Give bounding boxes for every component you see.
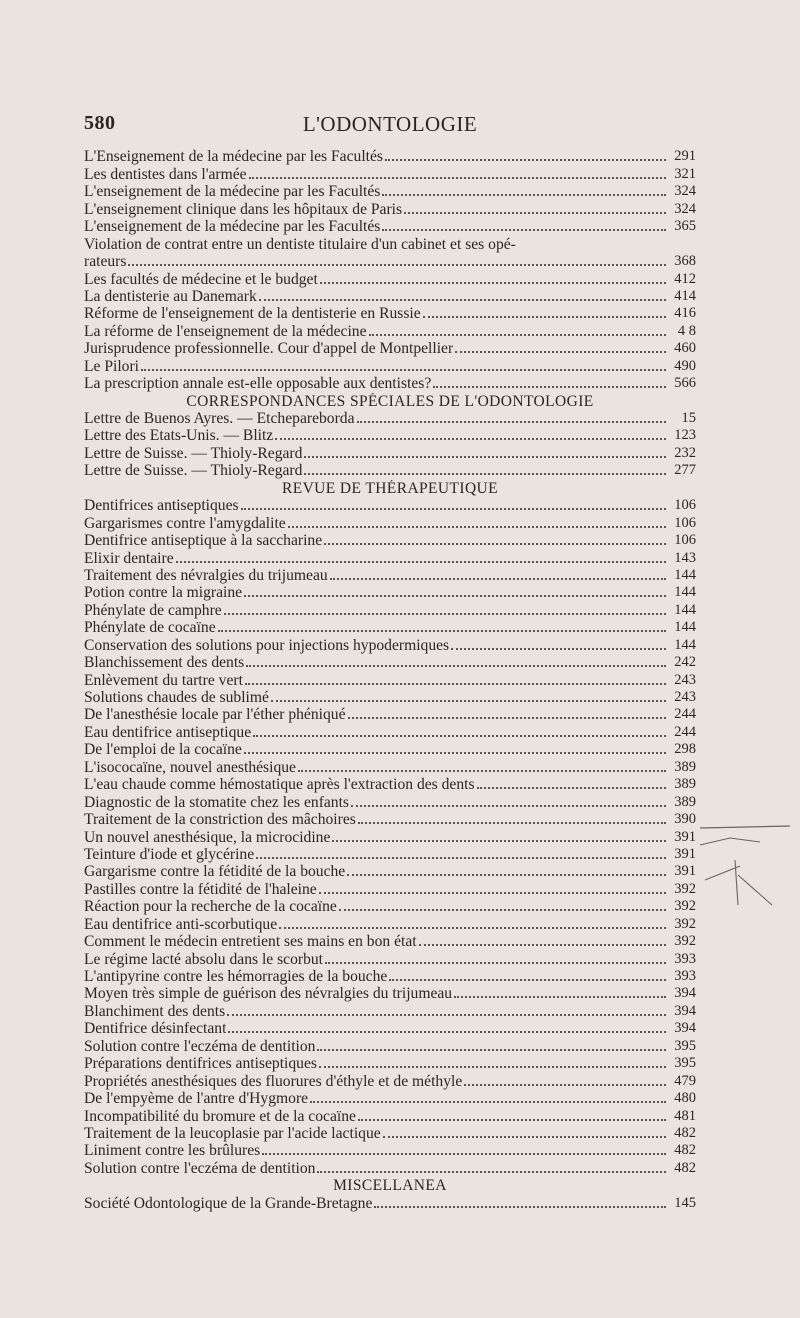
dot-leader bbox=[339, 909, 666, 911]
toc-entry-page: 365 bbox=[674, 218, 696, 235]
toc-entry-title: Propriétés anesthésiques des fluorures d'éthyle et de méthyle bbox=[84, 1072, 463, 1090]
toc-entry-title: Traitement de la leucoplasie par l'acide lactique bbox=[84, 1124, 381, 1142]
dot-leader bbox=[454, 996, 666, 998]
toc-entry-title: Réforme de l'enseignement de la dentisterie en Russie bbox=[84, 305, 421, 323]
toc-entry bbox=[84, 235, 696, 252]
toc-entry bbox=[84, 933, 696, 950]
dot-leader bbox=[358, 1119, 666, 1121]
toc-entry-title: La prescription annale est-elle opposable aux dentistes? bbox=[84, 375, 432, 393]
dot-leader bbox=[423, 316, 666, 318]
dot-leader bbox=[369, 334, 667, 336]
toc-entry-title: L'eau chaude comme hémostatique après l'extraction des dents bbox=[84, 776, 475, 794]
toc-entry bbox=[84, 1194, 696, 1211]
toc-entry-title: Phénylate de camphre bbox=[84, 601, 222, 619]
toc-entry bbox=[84, 1020, 696, 1037]
toc-entry bbox=[84, 1055, 696, 1072]
toc-entry-page: 390 bbox=[674, 811, 696, 828]
dot-leader bbox=[330, 578, 666, 580]
toc-entry-page: 144 bbox=[674, 566, 696, 583]
toc-entry-page: 389 bbox=[674, 793, 696, 810]
toc-entry bbox=[84, 1002, 696, 1019]
toc-entry bbox=[84, 880, 696, 897]
toc-entry-page: 232 bbox=[674, 444, 696, 461]
toc-entry-title: L'enseignement clinique dans les hôpitaux de Paris bbox=[84, 200, 403, 218]
toc-entry bbox=[84, 828, 696, 845]
toc-entry bbox=[84, 1159, 696, 1176]
dot-leader bbox=[382, 194, 666, 196]
table-of-contents bbox=[84, 148, 696, 1212]
dot-leader bbox=[298, 770, 666, 772]
dot-leader bbox=[317, 1049, 666, 1051]
toc-entry-title: Elixir dentaire bbox=[84, 549, 174, 567]
toc-entry-page: 106 bbox=[674, 497, 696, 514]
dot-leader bbox=[319, 1066, 666, 1068]
toc-entry bbox=[84, 514, 696, 531]
toc-entry bbox=[84, 758, 696, 775]
toc-entry-page: 144 bbox=[674, 601, 696, 618]
toc-entry-title: Réaction pour la recherche de la cocaïne bbox=[84, 898, 337, 916]
toc-entry-title: Eau dentifrice anti-scorbutique bbox=[84, 915, 278, 933]
toc-entry-page: 144 bbox=[674, 636, 696, 653]
toc-entry bbox=[84, 1142, 696, 1159]
dot-leader bbox=[324, 543, 666, 545]
toc-entry bbox=[84, 601, 696, 618]
toc-entry-title: Eau dentifrice antiseptique bbox=[84, 723, 252, 741]
toc-entry-page: 480 bbox=[674, 1090, 696, 1107]
toc-entry-page: 394 bbox=[674, 1020, 696, 1037]
dot-leader bbox=[451, 648, 666, 650]
toc-entry-page: 482 bbox=[674, 1124, 696, 1141]
toc-entry-page: 394 bbox=[674, 985, 696, 1002]
dot-leader bbox=[245, 683, 666, 685]
toc-entry-page: 144 bbox=[674, 619, 696, 636]
toc-entry-page: 298 bbox=[674, 741, 696, 758]
dot-leader bbox=[319, 892, 666, 894]
toc-entry-title: De l'anesthésie locale par l'éther phéniqué bbox=[84, 706, 346, 724]
toc-entry bbox=[84, 253, 696, 270]
toc-entry-title: Dentifrice antiseptique à la saccharine bbox=[84, 532, 323, 550]
dot-leader bbox=[464, 1084, 666, 1086]
toc-entry-page: 244 bbox=[674, 706, 696, 723]
dot-leader bbox=[317, 1171, 666, 1173]
toc-entry bbox=[84, 1107, 696, 1124]
toc-entry-page: 392 bbox=[674, 898, 696, 915]
toc-entry bbox=[84, 898, 696, 915]
toc-entry-title: Lettre des Etats-Unis. — Blitz bbox=[84, 427, 274, 445]
toc-entry-page: 481 bbox=[674, 1107, 696, 1124]
section-heading-text: REVUE DE THÉRAPEUTIQUE bbox=[281, 479, 499, 497]
toc-entry-page: 414 bbox=[674, 287, 696, 304]
toc-entry bbox=[84, 706, 696, 723]
toc-entry-title: L'enseignement de la médecine par les Facultés bbox=[84, 183, 381, 201]
toc-entry bbox=[84, 357, 696, 374]
toc-entry bbox=[84, 1125, 696, 1142]
toc-entry-page: 324 bbox=[674, 183, 696, 200]
dot-leader bbox=[325, 962, 666, 964]
toc-entry-page: 395 bbox=[674, 1055, 696, 1072]
toc-entry-title: Violation de contrat entre un dentiste titulaire d'un cabinet et ses opé- bbox=[84, 235, 516, 253]
toc-entry bbox=[84, 968, 696, 985]
dot-leader bbox=[304, 473, 666, 475]
toc-entry bbox=[84, 846, 696, 863]
toc-entry bbox=[84, 671, 696, 688]
toc-entry bbox=[84, 165, 696, 182]
dot-leader bbox=[275, 438, 666, 440]
dot-leader bbox=[227, 1014, 666, 1016]
dot-leader bbox=[433, 386, 666, 388]
dot-leader bbox=[218, 630, 666, 632]
toc-entry-page: 143 bbox=[674, 549, 696, 566]
toc-entry-title: Gargarisme contre la fétidité de la bouche bbox=[84, 863, 346, 881]
dot-leader bbox=[404, 212, 666, 214]
toc-entry-title: Comment le médecin entretient ses mains en bon état bbox=[84, 933, 417, 951]
toc-entry-page: 15 bbox=[681, 410, 696, 426]
toc-entry-title: Le Pilori bbox=[84, 357, 140, 375]
toc-entry-title: Lettre de Suisse. — Thioly-Regard bbox=[84, 462, 303, 480]
toc-entry-title: Lettre de Suisse. — Thioly-Regard bbox=[84, 444, 303, 462]
toc-entry-title: Solution contre l'eczéma de dentition bbox=[84, 1159, 316, 1177]
toc-entry-page: 145 bbox=[674, 1194, 696, 1211]
toc-entry bbox=[84, 200, 696, 217]
toc-entry-title: Phénylate de cocaïne bbox=[84, 619, 216, 637]
page-number: 580 bbox=[84, 112, 116, 134]
toc-entry bbox=[84, 410, 696, 427]
toc-entry bbox=[84, 793, 696, 810]
toc-entry bbox=[84, 776, 696, 793]
toc-entry-title: La réforme de l'enseignement de la médecine bbox=[84, 322, 367, 340]
toc-entry-title: Conservation des solutions pour injections hypodermiques bbox=[84, 636, 450, 654]
dot-leader bbox=[271, 700, 666, 702]
toc-entry bbox=[84, 723, 696, 740]
toc-entry-title: Enlèvement du tartre vert bbox=[84, 671, 243, 689]
toc-entry bbox=[84, 270, 696, 287]
toc-entry bbox=[84, 584, 696, 601]
dot-leader bbox=[228, 1031, 666, 1033]
dot-leader bbox=[347, 874, 666, 876]
dot-leader bbox=[288, 526, 666, 528]
toc-entry bbox=[84, 549, 696, 566]
dot-leader bbox=[374, 1206, 666, 1208]
toc-entry bbox=[84, 375, 696, 392]
toc-entry-title: Diagnostic de la stomatite chez les enfants bbox=[84, 793, 350, 811]
toc-entry bbox=[84, 619, 696, 636]
dot-leader bbox=[259, 299, 666, 301]
section-heading bbox=[84, 1177, 696, 1194]
toc-entry-page: 391 bbox=[674, 845, 696, 862]
dot-leader bbox=[244, 595, 666, 597]
toc-entry bbox=[84, 183, 696, 200]
toc-entry-page: 393 bbox=[674, 950, 696, 967]
toc-entry-page: 144 bbox=[674, 584, 696, 601]
toc-entry-page: 321 bbox=[674, 165, 696, 182]
dot-leader bbox=[320, 282, 666, 284]
dot-leader bbox=[383, 1136, 666, 1138]
toc-entry bbox=[84, 305, 696, 322]
toc-entry bbox=[84, 636, 696, 653]
toc-entry-title: Dentifrice désinfectant bbox=[84, 1020, 227, 1038]
toc-entry-title: Moyen très simple de guérison des névralgies du trijumeau bbox=[84, 985, 453, 1003]
dot-leader bbox=[141, 369, 666, 371]
toc-entry-title: Pastilles contre la fétidité de l'haleine bbox=[84, 880, 317, 898]
dot-leader bbox=[357, 421, 667, 423]
toc-entry-page: 244 bbox=[674, 723, 696, 740]
toc-entry bbox=[84, 654, 696, 671]
toc-entry-title: Incompatibilité du bromure et de la cocaïne bbox=[84, 1107, 356, 1125]
dot-leader bbox=[279, 927, 666, 929]
toc-entry-title: Potion contre la migraine bbox=[84, 584, 243, 602]
toc-entry-title: Préparations dentifrices antiseptiques bbox=[84, 1055, 317, 1073]
toc-entry bbox=[84, 497, 696, 514]
toc-entry-title: Les facultés de médecine et le budget bbox=[84, 270, 318, 288]
dot-leader bbox=[351, 805, 666, 807]
toc-entry-page: 389 bbox=[674, 758, 696, 775]
toc-entry-title: Gargarismes contre l'amygdalite bbox=[84, 514, 286, 532]
toc-entry-title: L'enseignement de la médecine par les Facultés bbox=[84, 218, 381, 236]
toc-entry-page: 106 bbox=[674, 532, 696, 549]
dot-leader bbox=[256, 857, 666, 859]
toc-entry-page: 324 bbox=[674, 200, 696, 217]
toc-entry-title: Les dentistes dans l'armée bbox=[84, 165, 247, 183]
toc-entry bbox=[84, 1090, 696, 1107]
toc-entry bbox=[84, 532, 696, 549]
section-heading bbox=[84, 392, 696, 409]
toc-entry-title: Liniment contre les brûlures bbox=[84, 1142, 261, 1160]
toc-entry-title: Jurisprudence professionnelle. Cour d'appel de Montpellier bbox=[84, 340, 454, 358]
toc-entry bbox=[84, 741, 696, 758]
toc-entry-title: Solutions chaudes de sublimé bbox=[84, 689, 269, 706]
dot-leader bbox=[249, 177, 666, 179]
toc-entry-page: 242 bbox=[674, 654, 696, 671]
page-header bbox=[84, 112, 696, 142]
toc-entry-page: 394 bbox=[674, 1002, 696, 1019]
running-title: L'ODONTOLOGIE bbox=[302, 112, 478, 136]
toc-entry-page: 368 bbox=[674, 253, 696, 270]
toc-entry-title: Un nouvel anesthésique, la microcidine bbox=[84, 828, 331, 846]
toc-entry bbox=[84, 218, 696, 235]
toc-entry bbox=[84, 340, 696, 357]
toc-entry-title: La dentisterie au Danemark bbox=[84, 287, 257, 305]
toc-entry-page: 412 bbox=[674, 270, 696, 287]
toc-entry-page: 392 bbox=[674, 880, 696, 897]
toc-entry-page: 392 bbox=[674, 915, 696, 932]
toc-entry-page: 243 bbox=[674, 689, 696, 705]
section-heading-text: CORRESPONDANCES SPÉCIALES DE L'ODONTOLOGIE bbox=[186, 392, 594, 410]
dot-leader bbox=[128, 264, 666, 266]
dot-leader bbox=[358, 822, 666, 824]
toc-entry-page: 243 bbox=[674, 671, 696, 688]
toc-entry-page: 460 bbox=[674, 340, 696, 357]
toc-entry-page: 391 bbox=[674, 863, 696, 880]
dot-leader bbox=[224, 613, 666, 615]
toc-entry-title: Le régime lacté absolu dans le scorbut bbox=[84, 950, 324, 968]
dot-leader bbox=[477, 787, 666, 789]
toc-entry-title: Traitement des névralgies du trijumeau bbox=[84, 566, 328, 584]
dot-leader bbox=[246, 665, 666, 667]
toc-entry-page: 389 bbox=[674, 776, 696, 793]
toc-entry-page: 479 bbox=[674, 1072, 696, 1089]
section-heading-text: MISCELLANEA bbox=[333, 1177, 447, 1195]
toc-entry-title: De l'emploi de la cocaïne bbox=[84, 741, 242, 759]
toc-entry bbox=[84, 1072, 696, 1089]
toc-entry-title: Dentifrices antiseptiques bbox=[84, 497, 239, 515]
toc-entry-title: Solution contre l'eczéma de dentition bbox=[84, 1037, 316, 1055]
dot-leader bbox=[332, 840, 666, 842]
toc-entry-title: De l'empyème de l'antre d'Hygmore bbox=[84, 1090, 309, 1108]
toc-entry-page: 4 8 bbox=[677, 322, 696, 339]
dot-leader bbox=[241, 508, 666, 510]
dot-leader bbox=[304, 456, 666, 458]
toc-entry bbox=[84, 288, 696, 305]
toc-entry bbox=[84, 322, 696, 339]
toc-entry-page: 395 bbox=[674, 1037, 696, 1054]
toc-entry bbox=[84, 462, 696, 479]
toc-entry bbox=[84, 1037, 696, 1054]
toc-entry-title: rateurs bbox=[84, 253, 127, 271]
toc-entry bbox=[84, 985, 696, 1002]
toc-entry-title: L'Enseignement de la médecine par les Facultés bbox=[84, 148, 383, 166]
toc-entry-title: Blanchiment des dents bbox=[84, 1002, 226, 1020]
toc-entry-page: 291 bbox=[674, 148, 696, 165]
dot-leader bbox=[244, 752, 666, 754]
toc-entry-page: 392 bbox=[674, 933, 696, 950]
toc-entry bbox=[84, 863, 696, 880]
toc-entry-title: Lettre de Buenos Ayres. — Etcheparebordа bbox=[84, 410, 355, 427]
toc-entry-page: 106 bbox=[674, 514, 696, 531]
toc-entry-page: 482 bbox=[674, 1159, 696, 1176]
toc-entry-title: L'antipyrine contre les hémorragies de la bouche bbox=[84, 968, 388, 985]
toc-entry-page: 393 bbox=[674, 968, 696, 984]
dot-leader bbox=[262, 1153, 666, 1155]
toc-entry-page: 566 bbox=[674, 375, 696, 392]
dot-leader bbox=[385, 159, 666, 161]
toc-entry bbox=[84, 567, 696, 584]
dot-leader bbox=[253, 735, 666, 737]
dot-leader bbox=[389, 979, 666, 981]
toc-entry bbox=[84, 427, 696, 444]
dot-leader bbox=[310, 1101, 666, 1103]
toc-entry-page: 391 bbox=[674, 828, 696, 845]
dot-leader bbox=[419, 944, 666, 946]
toc-entry bbox=[84, 444, 696, 461]
toc-entry-page: 482 bbox=[674, 1142, 696, 1159]
toc-entry-page: 123 bbox=[674, 427, 696, 444]
toc-entry-page: 416 bbox=[674, 305, 696, 322]
toc-entry-title: Teinture d'iode et glycérine bbox=[84, 845, 255, 863]
toc-entry bbox=[84, 689, 696, 706]
toc-entry bbox=[84, 915, 696, 932]
toc-entry-page: 277 bbox=[674, 462, 696, 479]
toc-entry bbox=[84, 148, 696, 165]
toc-entry-title: Société Odontologique de la Grande-Bretagne bbox=[84, 1194, 373, 1212]
toc-entry-title: L'isococaïne, nouvel anesthésique bbox=[84, 758, 296, 776]
dot-leader bbox=[382, 229, 666, 231]
toc-entry-title: Blanchissement des dents bbox=[84, 654, 245, 672]
toc-entry-title: Traitement de la constriction des mâchoires bbox=[84, 811, 356, 829]
dot-leader bbox=[176, 561, 666, 563]
section-heading bbox=[84, 479, 696, 496]
toc-entry bbox=[84, 950, 696, 967]
toc-entry bbox=[84, 811, 696, 828]
dot-leader bbox=[348, 717, 667, 719]
toc-entry-page: 490 bbox=[674, 357, 696, 374]
dot-leader bbox=[455, 351, 666, 353]
